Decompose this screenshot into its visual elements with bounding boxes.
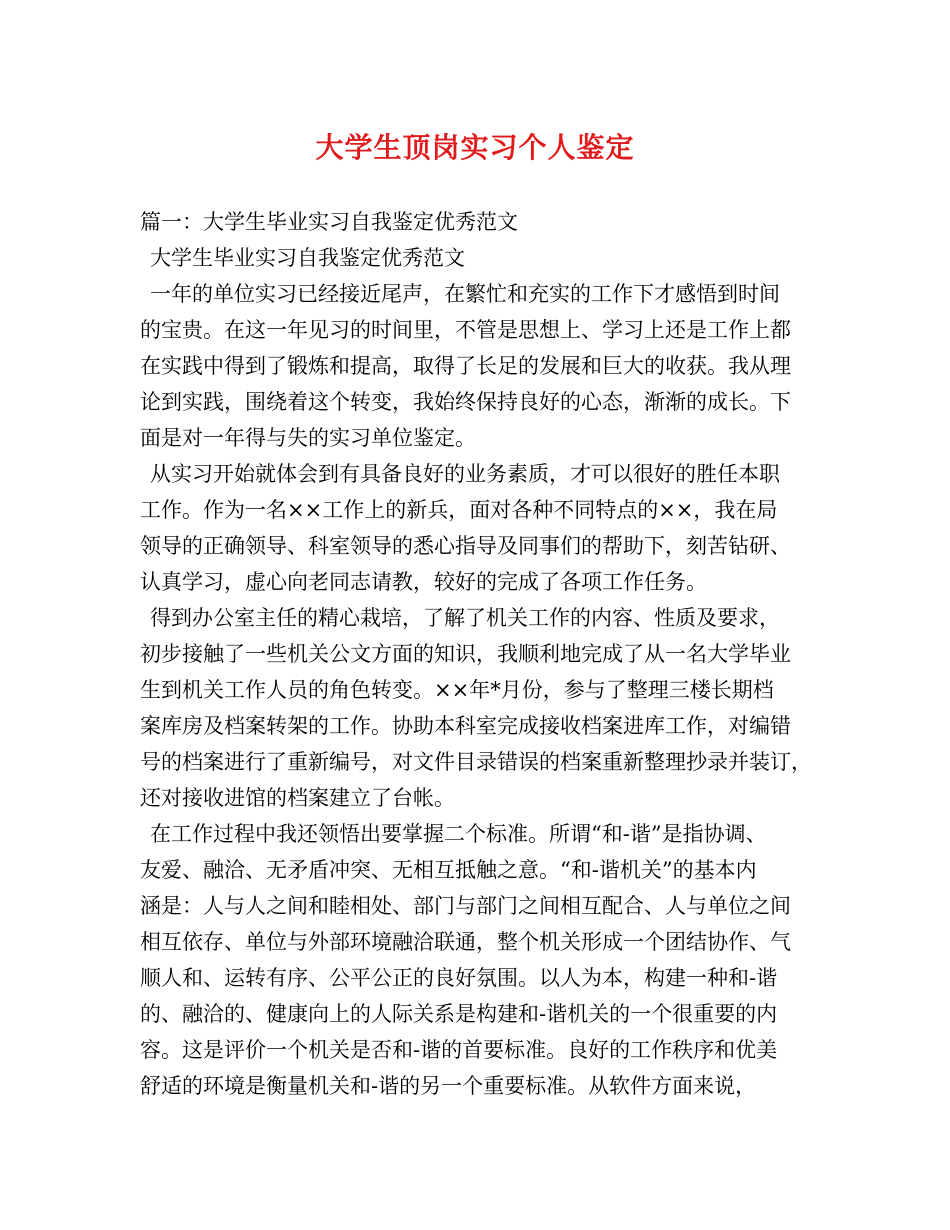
text-line: 初步接触了一些机关公文方面的知识，我顺利地完成了从一名大学毕业: [140, 642, 791, 666]
text-line: 在工作过程中我还领悟出要掌握二个标准。所谓“和-谐”是指协调、: [150, 822, 767, 846]
document-body: [140, 204, 824, 1104]
text-line: 友爱、融洽、无矛盾冲突、无相互抵触之意。“和-谐机关”的基本内: [140, 858, 757, 882]
document-title: 大学生顶岗实习个人鉴定: [315, 131, 635, 164]
text-line: 顺人和、运转有序、公平公正的良好氛围。以人为本，构建一种和-谐: [140, 966, 778, 990]
text-line: 在实践中得到了锻炼和提高，取得了长足的发展和巨大的收获。我从理: [140, 354, 791, 378]
text-line: 领导的正确领导、科室领导的悉心指导及同事们的帮助下，刻苦钻研、: [140, 534, 791, 558]
text-line: 相互依存、单位与外部环境融洽联通，整个机关形成一个团结协作、气: [140, 930, 791, 954]
text-line: 的、融洽的、健康向上的人际关系是构建和-谐机关的一个很重要的内: [140, 1002, 778, 1026]
text-line: 号的档案进行了重新编号，对文件目录错误的档案重新整理抄录并装订，: [140, 750, 812, 774]
text-line: 面是对一年得与失的实习单位鉴定。: [140, 426, 476, 450]
text-line: 论到实践，围绕着这个转变，我始终保持良好的心态，渐渐的成长。下: [140, 390, 791, 414]
text-line: 认真学习，虚心向老同志请教，较好的完成了各项工作任务。: [140, 570, 707, 594]
text-line: 篇一：大学生毕业实习自我鉴定优秀范文: [140, 210, 518, 234]
text-line: 一年的单位实习已经接近尾声，在繁忙和充实的工作下才感悟到时间: [150, 282, 780, 306]
text-line: 容。这是评价一个机关是否和-谐的首要标准。良好的工作秩序和优美: [140, 1038, 778, 1062]
text-line: 涵是：人与人之间和睦相处、部门与部门之间相互配合、人与单位之间: [140, 894, 791, 918]
text-line: 工作。作为一名××工作上的新兵，面对各种不同特点的××，我在局: [140, 498, 778, 522]
text-line: 从实习开始就体会到有具备良好的业务素质，才可以很好的胜任本职: [150, 462, 780, 486]
text-line: 还对接收进馆的档案建立了台帐。: [140, 786, 455, 810]
text-line: 大学生毕业实习自我鉴定优秀范文: [150, 246, 465, 270]
text-line: 案库房及档案转架的工作。协助本科室完成接收档案进库工作，对编错: [140, 714, 791, 738]
text-line: 生到机关工作人员的角色转变。××年*月份，参与了整理三楼长期档: [140, 678, 774, 702]
text-line: 的宝贵。在这一年见习的时间里，不管是思想上、学习上还是工作上都: [140, 318, 791, 342]
text-line: 得到办公室主任的精心栽培，了解了机关工作的内容、性质及要求，: [150, 606, 780, 630]
text-line: 舒适的环境是衡量机关和-谐的另一个重要标准。从软件方面来说，: [140, 1074, 757, 1098]
